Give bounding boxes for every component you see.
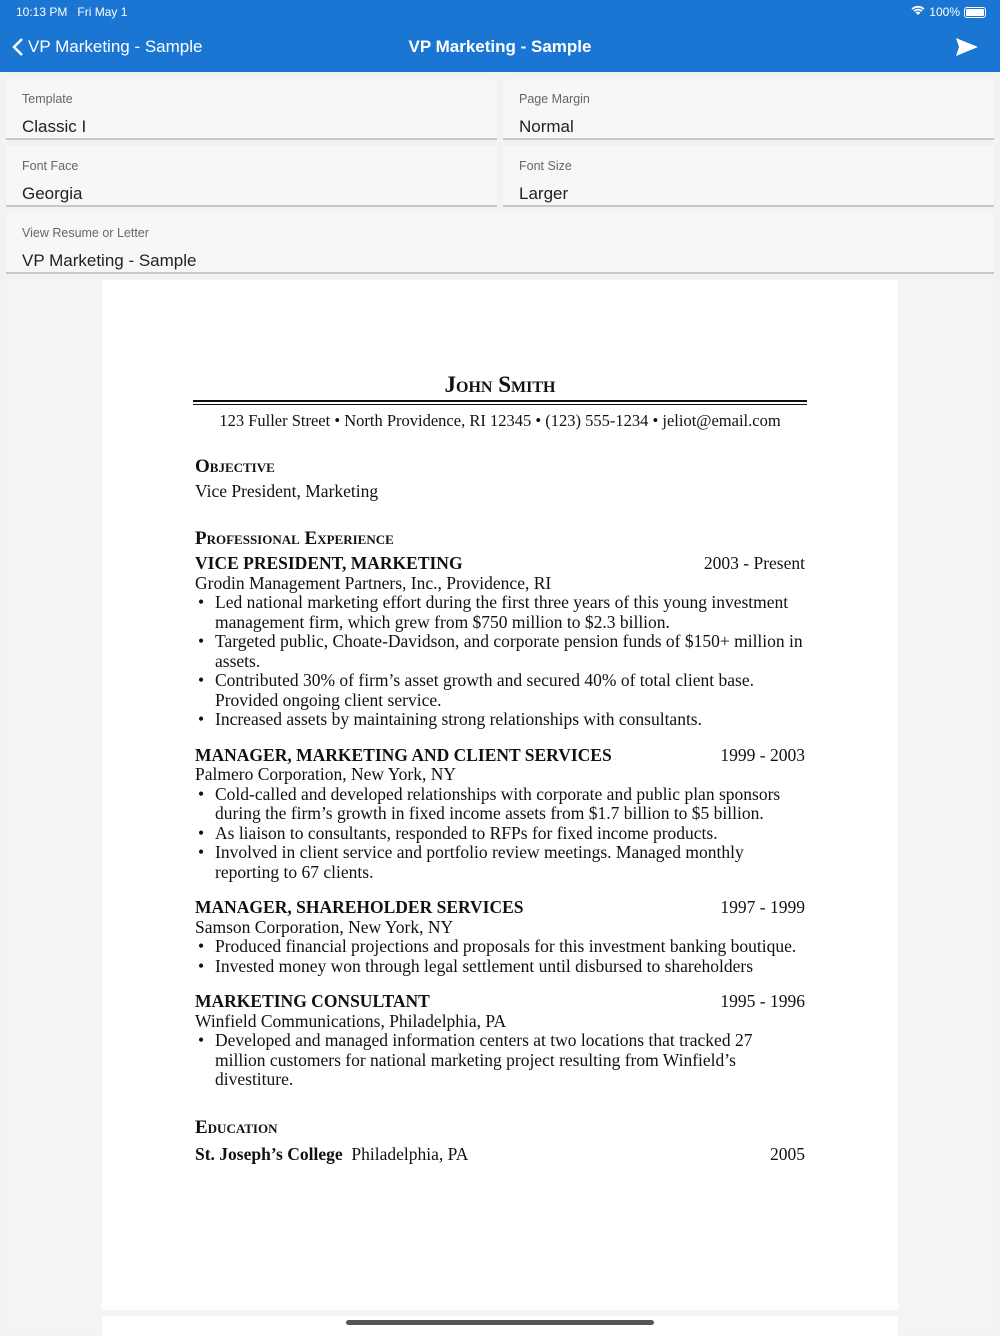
job-dates: 1999 - 2003 [720,744,805,765]
font-face-field[interactable] [6,146,497,207]
job-bullet: • Contributed 30% of firm’s asset growth and secured 40% of total client base. Provided ongoing client service. [195,671,805,710]
contact-line: 123 Fuller Street • North Providence, RI 12345 • (123) 555-1234 • jeliot@email.com [219,411,781,430]
job-company: Grodin Management Partners, Inc., Providence, RI [195,572,552,593]
resume-name: John Smith [444,372,556,397]
school: St. Joseph’s College [195,1143,343,1164]
job-company: Winfield Communications, Philadelphia, PA [195,1010,507,1031]
send-icon [956,38,978,56]
job-bullet: • As liaison to consultants, responded to RFPs for fixed income products. [195,824,805,844]
school-location: Philadelphia, PA [351,1143,469,1164]
template-field[interactable] [6,79,497,140]
back-label: VP Marketing - Sample [28,37,203,56]
status-indicators [911,5,986,19]
job-bullet: • Led national marketing effort during the first three years of this young investment management firm, which grew from $750 million to $2.3 billion. [195,593,805,632]
view-resume-field[interactable] [6,213,994,274]
education-row [195,1145,805,1165]
home-indicator [346,1320,654,1325]
experience-heading: Professional Experience [195,528,394,549]
job-entry [195,554,805,730]
resume-page-next [102,1316,898,1336]
status-time [16,5,127,19]
field-value: Georgia [22,184,83,203]
job-bullet: • Increased assets by maintaining strong relationships with consultants. [195,710,805,730]
objective-heading: Objective [195,455,275,477]
job-title: VICE PRESIDENT, MARKETING [195,553,463,573]
field-label: Font Face [22,159,79,173]
wifi-icon [911,5,925,19]
time: 10:13 PM [16,5,68,19]
field-label: Template [22,92,73,106]
objective-text: Vice President, Marketing [195,480,379,501]
nav-bar [0,0,1000,72]
field-label: Page Margin [519,92,590,106]
job-header [195,554,805,574]
job-bullet: • Developed and managed information centers at two locations that tracked 27 million customers for national marketing project resulting from Winfield’s divestiture. [195,1031,805,1090]
field-label: Font Size [519,159,572,173]
battery-icon [964,7,986,18]
job-bullet: • Involved in client service and portfolio review meetings. Managed monthly reporting to 67 clients. [195,843,805,882]
job-header [195,898,805,918]
job-header [195,746,805,766]
job-entry [195,992,805,1090]
job-dates: 2003 - Present [703,553,805,573]
job-bullet: • Targeted public, Choate-Davidson, and corporate pension funds of $150+ million in assets. [195,632,805,671]
page-margin-field[interactable] [503,79,994,140]
education-heading: Education [195,1116,278,1138]
education-year: 2005 [770,1143,805,1164]
field-value: Larger [519,184,569,203]
job-list [195,554,805,1090]
job-dates: 1995 - 1996 [720,991,805,1011]
name-divider [193,400,807,405]
date: Fri May 1 [77,5,128,19]
job-title: MARKETING CONSULTANT [195,991,430,1011]
job-company: Palmero Corporation, New York, NY [195,764,457,784]
resume-content [195,370,805,1164]
job-title: MANAGER, SHAREHOLDER SERVICES [195,897,524,917]
field-value: Classic I [22,117,87,136]
field-value: Normal [519,117,574,136]
job-bullet: • Produced financial projections and proposals for this investment banking boutique. [195,937,805,957]
job-entry [195,746,805,883]
job-entry [195,898,805,976]
send-button[interactable] [956,38,978,61]
job-company: Samson Corporation, New York, NY [195,916,454,937]
job-title: MANAGER, MARKETING AND CLIENT SERVICES [195,744,612,765]
page-title: VP Marketing - Sample [408,37,592,56]
font-size-field[interactable] [503,146,994,207]
battery-percent: 100% [929,5,960,19]
job-bullet: • Cold-called and developed relationships with corporate and public plan sponsors during the firm’s growth in fixed income assets from $1.7 billion to $5 billion. [195,785,805,824]
job-dates: 1997 - 1999 [720,897,805,917]
job-bullet: • Invested money won through legal settlement until disbursed to shareholders [195,957,805,977]
job-header [195,992,805,1012]
field-value: VP Marketing - Sample [22,251,197,270]
field-label: View Resume or Letter [22,226,149,240]
